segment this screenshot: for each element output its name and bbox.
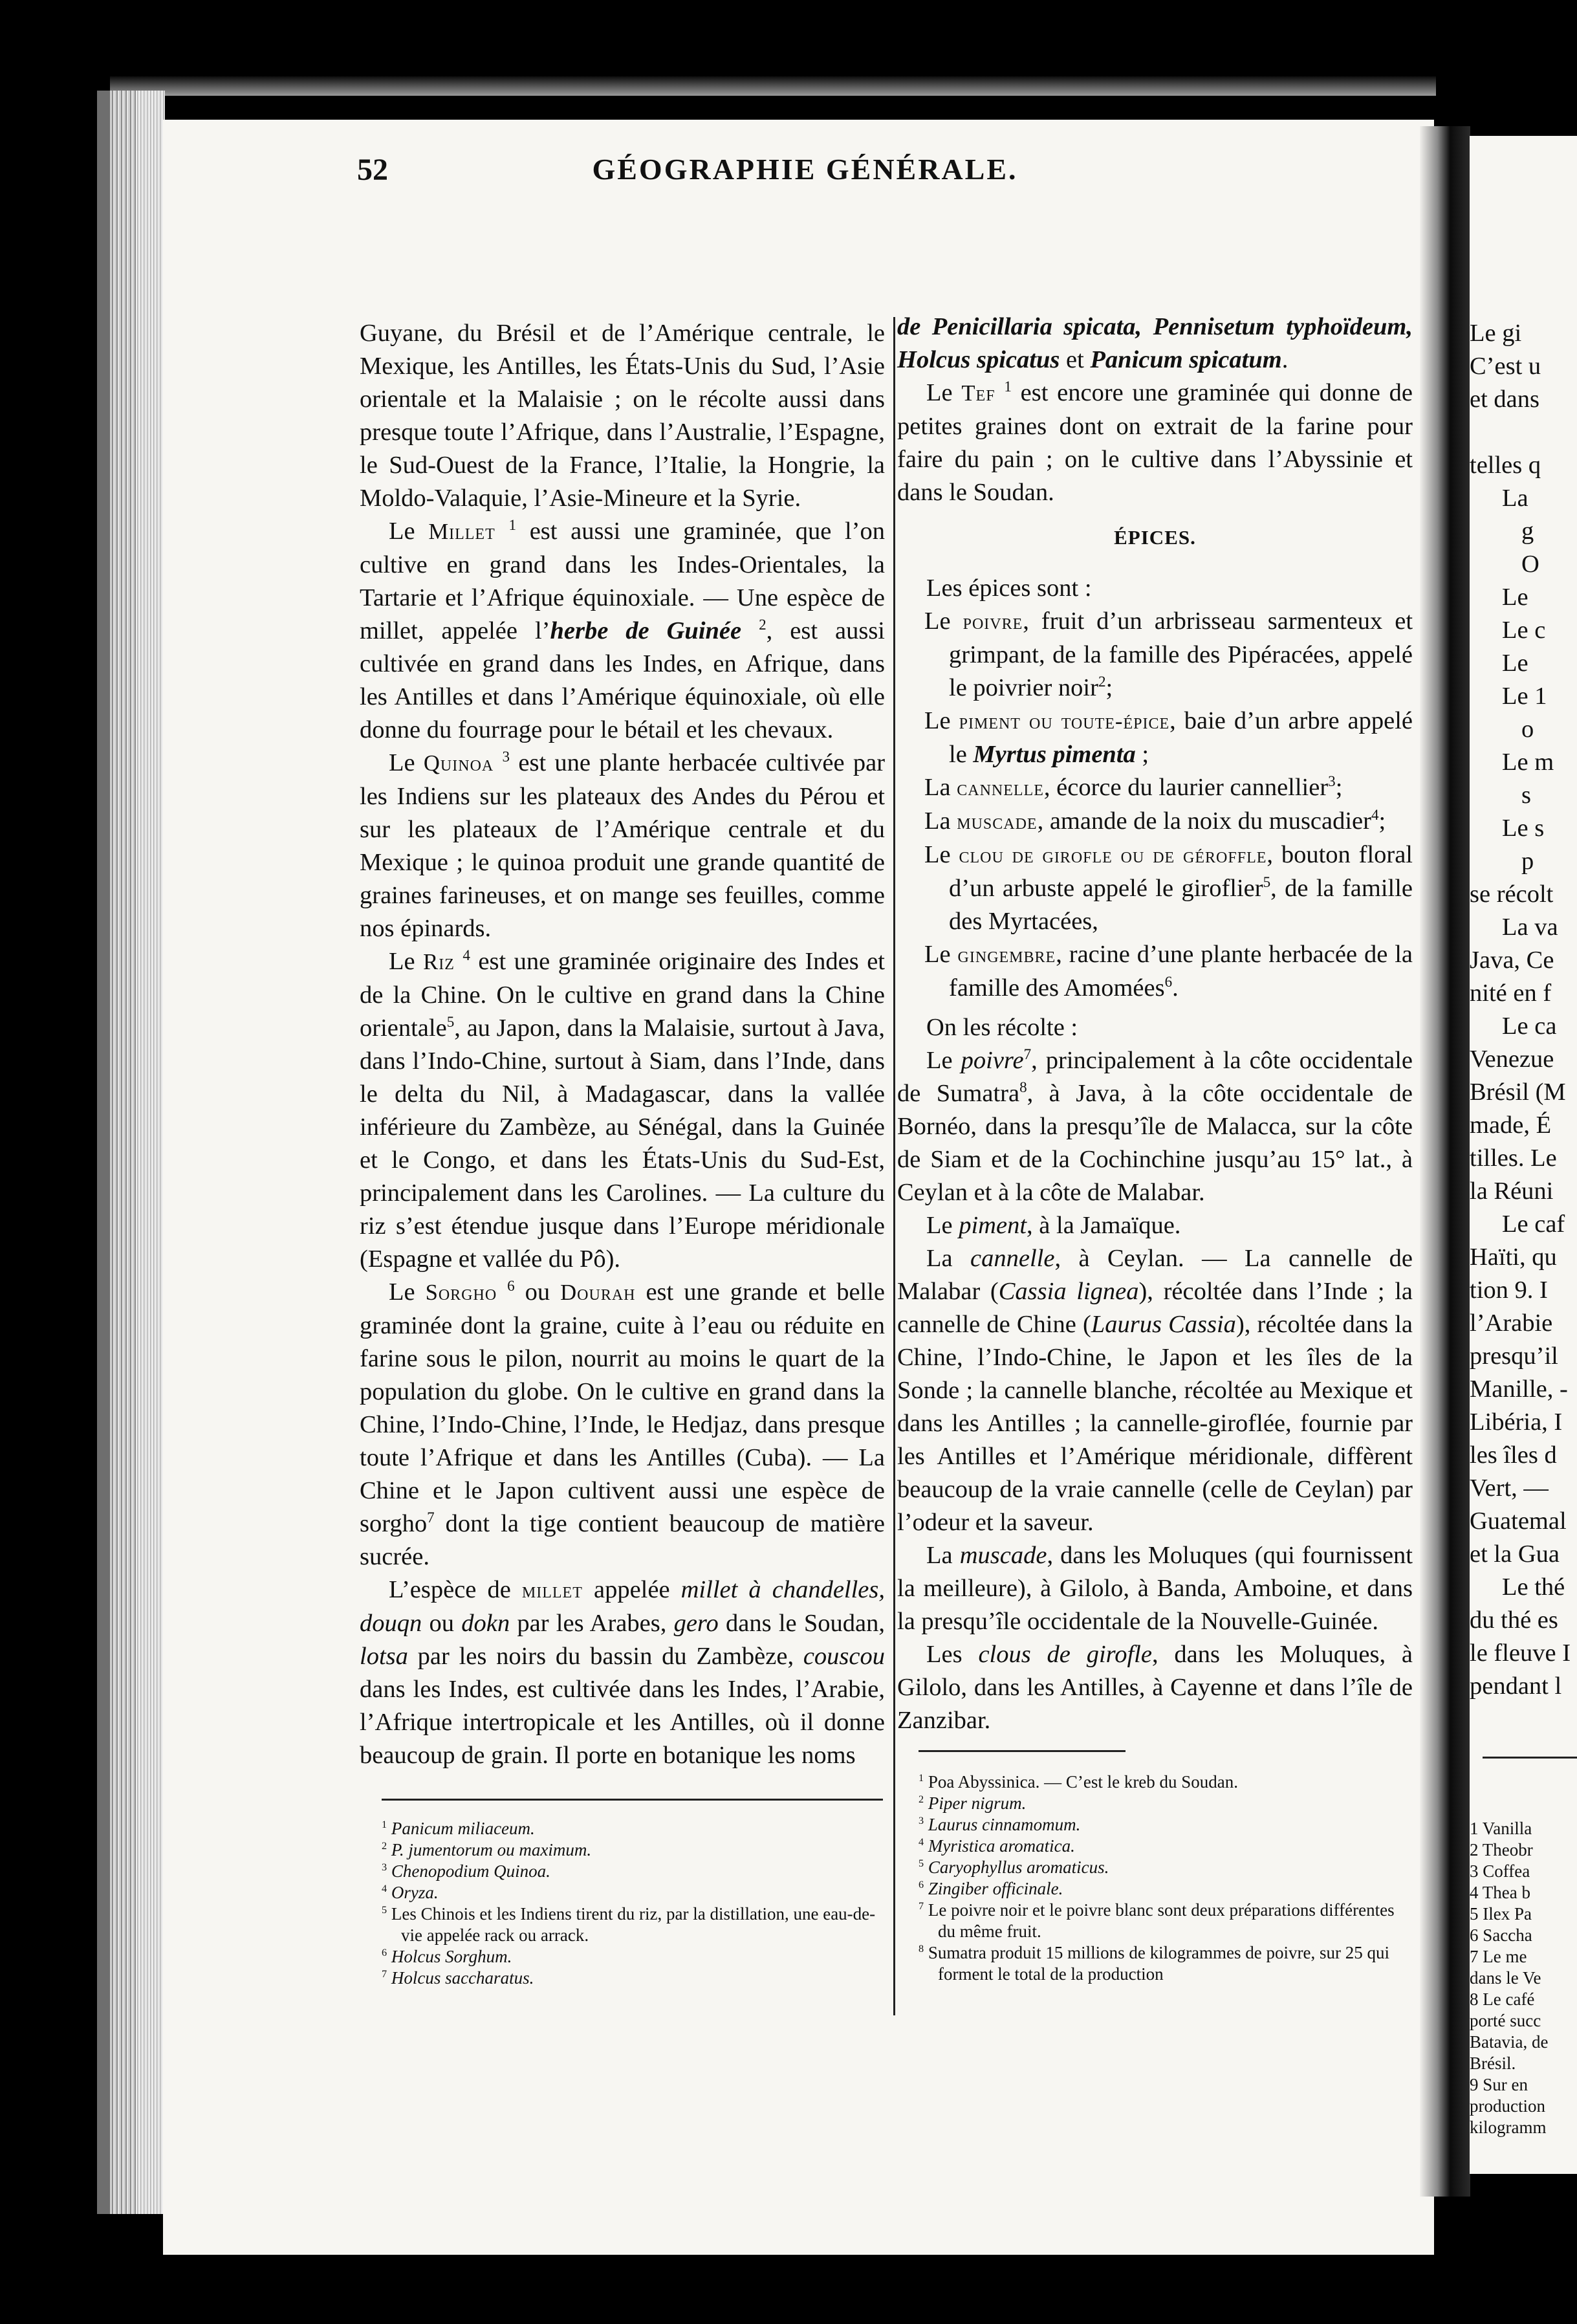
text: Le [926,1212,959,1239]
text: Le [389,948,415,975]
text: ou [422,1610,462,1637]
text: , de la famille des Myrtacées, [949,875,1413,935]
note-text: Caryophyllus aromaticus. [928,1858,1109,1877]
note-text: Le poivre noir et le poivre blanc sont deux préparations différentes du même fruit. [928,1900,1395,1941]
page-stack-edge [110,91,136,2214]
paragraph-intro: Les épices sont : [926,575,1092,602]
text: , écorce du laurier cannellier [1043,774,1329,801]
term-italic: lotsa [360,1643,408,1670]
paragraph-cannelle [897,1242,1413,1539]
text: Le [926,1047,961,1074]
facing-line: du thé es [1470,1606,1558,1634]
text: Le [926,379,953,406]
note-ref: 4 [1371,806,1379,824]
note-ref: 5 [1263,873,1271,891]
text: , amande de la noix du muscadier [1037,807,1371,835]
note-number: 1 [919,1772,924,1784]
facing-line: Le [1502,650,1528,677]
note-number: 6 [919,1879,924,1891]
note-text: Poa Abyssinica. — C’est le kreb du Soudan. [928,1772,1239,1792]
text: Le [924,841,951,868]
text: Le [924,608,951,635]
paragraph-millet-chandelles [360,1573,885,1772]
facing-line: made, É [1470,1112,1552,1139]
facing-line: Vert, — [1470,1474,1549,1502]
footnote [382,1968,886,1989]
term-italic: piment [959,1212,1027,1239]
facing-line: Le [1502,584,1528,611]
text: , à Java, à la côte occidentale de Bornéo, dans la presqu’île de Malacca, sur la côte de Siam et de la Cochinchine jusqu’au 15° lat., à Ceylan et à la côte de Malabar. [897,1080,1413,1206]
term: Millet [428,520,495,544]
note-ref: 6 [1164,973,1173,991]
text: , dans les Moluques (qui fournissent la meilleure), à Gilolo, à Banda, Amboine, et dans la presqu’île occidentale de la Nouvelle-Guinée. [897,1542,1413,1635]
term: cannelle [957,776,1044,800]
note-ref: 7 [1023,1046,1032,1063]
note-text: Myristica aromatica. [928,1836,1075,1856]
paragraph-harvest-intro: On les récolte : [926,1014,1078,1041]
note-ref: 1 [1004,378,1012,395]
list-item [897,938,1413,1005]
note-number: 2 [919,1793,924,1805]
note-text: Sumatra produit 15 millions de kilogrammes de poivre, sur 25 qui forment le total de la production [928,1943,1389,1984]
text: est une plante herbacée cultivée par les Indiens sur les plateaux des Andes du Pérou et sur les plateaux de l’Amérique centrale et du Mexique ; le quinoa produit une grande quantité de graines farineuses, et on mange ses feuilles, comme nos épinards. [360,749,886,942]
note-number: 2 [382,1840,387,1852]
note-ref: 2 [1098,673,1106,690]
text: ; [1335,774,1343,801]
facing-note: 1 Vanilla [1470,1819,1532,1838]
facing-line: tion 9. I [1470,1277,1548,1304]
facing-note: 5 Ilex Pa [1470,1904,1532,1924]
note-ref: 3 [502,748,510,765]
list-item [897,605,1413,705]
paragraph-sorgho [360,1276,885,1573]
term: millet [521,1578,583,1603]
paragraph-quinoa [360,747,885,945]
facing-note: 7 Le me [1470,1947,1527,1966]
facing-line: nité en f [1470,980,1552,1007]
facing-line: les îles d [1470,1442,1557,1469]
term: clou de girofle ou de géroffle [959,843,1267,868]
footnote [919,1900,1413,1942]
text: est une grande et belle graminée dont la graine, cuite à l’eau ou réduite en farine sous le pilon, nourrit au moins le quart de la population du globe. On le cultive en grand dans la Chine, l’Indo-Chine, l’Inde, le Hedjaz, dans presque toute l’Afrique et dans les Antilles (Cuba). — La Chine et le Japon cultivent aussi une espèce de sorgho [360,1278,886,1537]
facing-note: Brésil. [1470,2054,1516,2073]
note-number: 8 [919,1943,924,1955]
text: , baie d’un arbre appelé le [949,707,1413,768]
term: poivre [963,609,1023,634]
note-number: 7 [382,1968,387,1980]
term-italic: muscade [959,1542,1047,1569]
facing-note: 8 Le café [1470,1990,1535,2009]
term: Tef [961,381,995,406]
facing-note: 6 Saccha [1470,1925,1532,1945]
facing-line: tilles. Le [1470,1145,1557,1172]
text: ; [1378,807,1386,835]
facing-note: 4 Thea b [1470,1883,1530,1902]
text: La [924,774,951,801]
term: Quinoa [423,751,494,776]
facing-line: Le thé [1502,1573,1565,1601]
paragraph-girofle [897,1638,1413,1737]
note-ref: 3 [1328,773,1336,790]
text: ), récoltée dans la Chine, l’Indo-Chine, le Japon et les îles de la Sonde ; la cannelle blanche, récoltée au Mexique et dans les Antilles ; la cannelle-giroflée, fournie par les Antilles et l’Amérique méridionale, diffèrent beaucoup de la vraie cannelle (celle de Ceylan) par l’odeur et la saveur. [897,1311,1413,1536]
text: dans le Soudan, [718,1610,885,1637]
text: , au Japon, dans la Malaisie, surtout à Java, dans l’Indo-Chine, surtout à Siam, dans l’Inde, dans le delta du Nil, à Madagascar, dans la vallée inférieure du Zambèze, au Sénégal, dans la Guinée et le Congo, et dans les États-Unis du Sud-Est, principalement dans les Carolines. — La culture du riz s’est étendue jusque dans l’Europe méridionale (Espagne et vallée du Pô). [360,1014,885,1273]
term-italic: gero [673,1610,719,1637]
term-italic: Panicum spicatum [1090,346,1282,373]
facing-note: 9 Sur en [1470,2075,1528,2094]
note-ref: 7 [427,1509,435,1526]
note-ref: 5 [446,1013,455,1031]
facing-note: 3 Coffea [1470,1861,1530,1881]
paragraph [897,311,1413,377]
page-stack-edge-inner [136,91,165,2214]
right-column [897,311,1413,1737]
note-ref: 8 [1019,1079,1027,1096]
note-text: Laurus cinnamomum. [928,1815,1081,1834]
left-column [360,317,885,1772]
text: est aussi une graminée, que l’on cultive en grand dans les Indes-Orientales, la Tartarie et l’Afrique équinoxiale. — Une espèce de millet, appelée l’ [360,518,885,644]
note-number: 3 [382,1861,387,1873]
text: . [1281,346,1289,373]
term-italic: de Penicillaria spicata, Pennisetum typhoïdeum, Holcus spicatus [897,313,1413,373]
term: Dourah [560,1280,636,1305]
footnote [382,1903,886,1946]
facing-line: Le c [1502,617,1546,644]
facing-line: pendant l [1470,1672,1562,1700]
paragraph-millet [360,515,885,747]
term-italic: poivre [961,1047,1024,1074]
text: Le [389,518,415,545]
facing-note: 2 Theobr [1470,1840,1533,1859]
note-text: Holcus saccharatus. [391,1968,534,1988]
facing-line: Guatemal [1470,1507,1567,1535]
text: ; [1135,741,1149,768]
footnote [382,1946,886,1968]
footnote [919,1942,1413,1985]
spice-list [897,605,1413,1005]
footnote-rule [919,1750,1126,1752]
text: , principalement à la côte occidentale de Sumatra [897,1047,1413,1107]
facing-line: g [1521,518,1534,545]
section-heading: ÉPICES. [1114,526,1196,549]
facing-line: La va [1502,914,1558,941]
note-text: Piper nigrum. [928,1793,1027,1813]
note-number: 1 [382,1819,387,1830]
footnotes-left [382,1818,886,1989]
facing-line: presqu’il [1470,1343,1558,1370]
note-text: Panicum miliaceum. [391,1819,535,1838]
text: ), récoltée dans l’Inde ; la cannelle de Chine ( [897,1278,1413,1338]
note-text: Oryza. [391,1883,439,1902]
text: est une graminée originaire des Indes et de la Chine. On le cultive en grand dans la Chine orientale [360,948,885,1042]
note-number: 4 [919,1836,924,1848]
text: La [926,1245,971,1272]
facing-line: Haïti, qu [1470,1244,1557,1271]
footnote [382,1861,886,1882]
running-title: GÉOGRAPHIE GÉNÉRALE. [592,153,1018,186]
paragraph-poivre [897,1044,1413,1209]
note-ref: 2 [759,616,767,633]
footnote [382,1839,886,1861]
text: dans les Indes, est cultivée dans les Indes, l’Arabie, l’Afrique intertropicale et les Antilles, où il donne beaucoup de grain. Il porte en botanique les noms [360,1676,885,1769]
term: muscade [957,809,1038,834]
facing-note: production [1470,2096,1545,2116]
facing-line: et dans [1470,386,1539,413]
facing-line: Le gi [1470,320,1522,347]
note-ref: 4 [462,947,470,964]
page-number: 52 [357,153,388,187]
term: piment ou toute-épice [959,709,1170,734]
footnote [919,1771,1413,1793]
facing-line: s [1521,782,1531,809]
note-number: 7 [919,1900,924,1912]
text: appelée [582,1576,681,1603]
footnote [919,1814,1413,1836]
facing-page-text [1470,317,1577,1703]
text: dont la tige contient beaucoup de matière sucrée. [360,1510,885,1570]
list-item [897,705,1413,771]
text: Le [924,941,951,968]
book-spine-shadow [97,91,110,2214]
facing-line: C’est u [1470,353,1541,380]
footnote [919,1793,1413,1814]
facing-line: p [1521,848,1534,875]
footnote [382,1882,886,1903]
term-italic: Myrtus pimenta [973,741,1136,768]
text: L’espèce de [389,1576,522,1603]
note-number: 5 [382,1904,387,1916]
note-number: 4 [382,1883,387,1894]
text: Le [389,1278,415,1306]
book-gutter [1420,126,1470,2197]
text: , est aussi cultivée en grand dans les Indes, en Afrique, dans les Antilles et dans l’Amérique équinoxiale, où elle donne du fourrage pour le bétail et les chevaux. [360,617,885,743]
text: est encore une graminée qui donne de petites graines dont on extrait de la farine pour faire du pain ; on le cultive dans l’Abyssinie et dans le Soudan. [897,379,1413,506]
facing-line: Le caf [1502,1211,1565,1238]
term-italic: Laurus Cassia [1091,1311,1236,1338]
note-text: Les Chinois et les Indiens tirent du riz, par la distillation, une eau-de-vie appelée rack ou arrack. [391,1904,876,1945]
term-italic: Cassia lignea [998,1278,1139,1305]
footnote [919,1836,1413,1857]
facing-note: Batavia, de [1470,2032,1549,2052]
note-text: Chenopodium Quinoa. [391,1861,550,1881]
facing-line: Venezue [1470,1046,1554,1073]
term-italic: herbe de Guinée [550,617,742,644]
list-item [897,771,1413,805]
footnote [919,1878,1413,1900]
facing-line [1470,416,1577,449]
page-header [357,152,1253,207]
text: , à Ceylan. — La cannelle de Malabar ( [897,1245,1413,1305]
facing-line: La [1502,485,1528,512]
facing-line: Libéria, I [1470,1409,1563,1436]
paragraph-riz [360,945,885,1276]
term-italic: clous de girofle [978,1641,1152,1668]
list-item [897,839,1413,938]
text: La [926,1542,960,1569]
text: . [1172,974,1179,1002]
footnotes-right [919,1771,1413,1985]
note-text: P. jumentorum ou maximum. [391,1840,592,1859]
note-number: 3 [919,1815,924,1826]
term-italic: millet à chandelles, douqn [360,1576,885,1637]
footnote [919,1857,1413,1878]
page-top-shadow [110,76,1436,96]
text: ; [1105,674,1113,701]
list-item [897,805,1413,839]
text: , racine d’une plante herbacée de la famille des Amomées [949,941,1413,1002]
term: Riz [423,950,455,974]
facing-note: porté succ [1470,2011,1541,2030]
text: , fruit d’un arbrisseau sarmenteux et grimpant, de la famille des Pipéracées, appelé le poivrier noir [949,608,1413,701]
text: ou [514,1278,561,1306]
facing-line: Manille, - [1470,1376,1568,1403]
facing-line: o [1521,716,1534,743]
text: , dans les Moluques, à Gilolo, dans les Antilles, à Cayenne et dans l’île de Zanzibar. [897,1641,1413,1734]
note-ref: 1 [508,516,516,534]
facing-line: le fleuve I [1470,1639,1571,1667]
text: , bouton floral d’un arbuste appelé le giroflier [949,841,1413,902]
footnote-rule [382,1799,883,1801]
facing-note: kilogramm [1470,2118,1547,2137]
note-number: 6 [382,1947,387,1958]
facing-note: dans le Ve [1470,1968,1541,1988]
facing-line: Le s [1502,815,1545,842]
column-rule [893,317,895,2015]
facing-line: Java, Ce [1470,947,1554,974]
text: , à la Jamaïque. [1027,1212,1181,1239]
paragraph-muscade [897,1539,1413,1638]
term-italic: dokn [461,1610,510,1637]
term: Sorgho [425,1280,497,1305]
text: par les Arabes, [510,1610,674,1637]
term: gingembre [957,943,1056,967]
note-text: Holcus Sorghum. [391,1947,512,1966]
paragraph-tef [897,377,1413,509]
facing-footnotes [1470,1818,1548,2138]
facing-line: Le ca [1502,1013,1557,1040]
note-text: Zingiber officinale. [928,1879,1063,1898]
facing-line: telles q [1470,452,1541,479]
facing-line: et la Gua [1470,1540,1560,1568]
text: et [1060,346,1091,373]
facing-line: la Réuni [1470,1178,1554,1205]
text: La [924,807,951,835]
facing-line: Brésil (M [1470,1079,1566,1106]
note-ref: 6 [507,1277,515,1295]
footnote [382,1818,886,1839]
text: Le [924,707,951,734]
facing-line: Le 1 [1502,683,1547,710]
facing-line: l’Arabie [1470,1310,1553,1337]
term-italic: couscou [803,1643,885,1670]
text: par les noirs du bassin du Zambèze, [408,1643,803,1670]
term-italic: cannelle [970,1245,1055,1272]
facing-footnote-rule [1483,1757,1577,1759]
facing-page-fragment [1470,136,1577,2174]
paragraph: Guyane, du Brésil et de l’Amérique centrale, le Mexique, les Antilles, les États-Unis du Sud, l’Asie orientale et la Malaisie ; on le récolte aussi dans presque toute l’Afrique, dans l’Australie, l’Espagne, le Sud-Ouest de la France, l’Italie, la Hongrie, la Moldo-Valaquie, l’Asie-Mineure et la Syrie. [360,320,885,512]
facing-line: O [1521,551,1539,578]
note-number: 5 [919,1858,924,1869]
text: Les [926,1641,979,1668]
facing-line: Le m [1502,749,1554,776]
paragraph-piment [897,1209,1413,1242]
facing-line: se récolt [1470,881,1554,908]
text: Le [389,749,415,776]
